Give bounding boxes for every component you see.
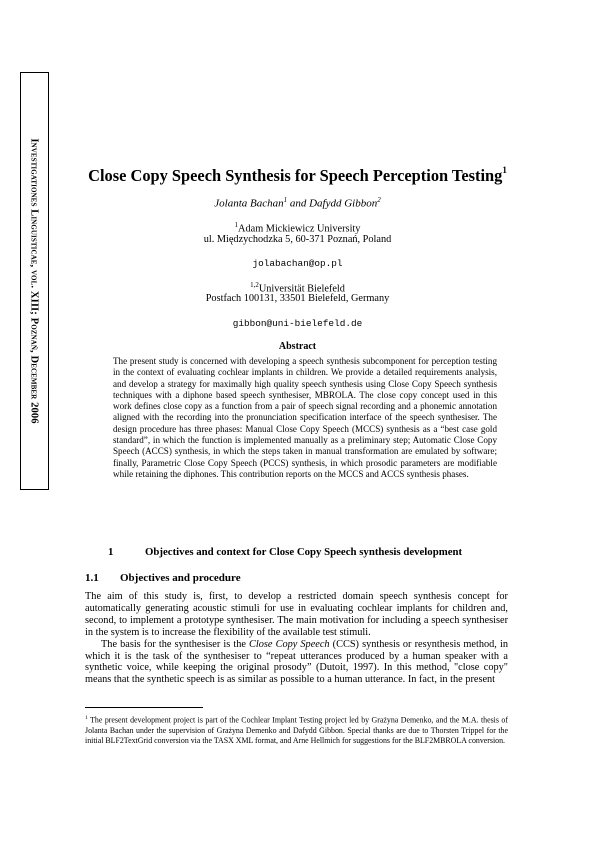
author-1: Jolanta Bachan (214, 197, 284, 210)
abstract-heading: Abstract (278, 341, 317, 352)
body-text (85, 591, 508, 686)
body-paragraph-2 (85, 639, 508, 687)
affiliation-1-name (0, 221, 595, 234)
journal-side-header: Investigationes Linguisticae, vol. XIII; Poznań, December 2006 (28, 138, 40, 424)
body-paragraph-2-part-b: (CCS) synthesis or resynthesis method, in which it is the task of the synthesiser to “repeat utterances produced by a human speaker with a synthetic voice, while keeping the original prosody” (Dutoit, 1997). In this method, "close copy" means that the synthetic speech is as similar as possible to a human utterance. In fact, in the present (85, 638, 508, 686)
body-paragraph-2-part-a: The basis for the synthesiser is the (101, 638, 250, 650)
paper-title (0, 166, 595, 186)
body-paragraph-2-emphasis: Close Copy Speech (249, 638, 330, 650)
author-2: Dafydd Gibbon (309, 197, 378, 210)
affiliation-2-address: Postfach 100131, 33501 Bielefeld, Germany (205, 293, 390, 304)
footnote-text: The present development project is part of the Cochlear Implant Testing project led by Grażyna Demenko, and the M.A. thesis of Jolanta Bachan under the supervision of Grażyna Demenko and Dafydd Gibbon. Special thanks are due to Thorsten Trippel for the initial BLF2TextGrid conversion via the TASX XML format, and Arne Hellmich for suggestions for the BLF2MBROLA conversion. (85, 715, 508, 745)
affiliation-1-address: ul. Międzychodzka 5, 60-371 Poznań, Poland (203, 234, 392, 245)
section-1-number: 1 (108, 546, 114, 558)
title-footnote-mark: 1 (502, 164, 507, 175)
authors-line (0, 196, 595, 210)
section-1-1-title: Objectives and procedure (120, 572, 241, 584)
section-1-1-heading (85, 572, 241, 584)
affiliation-1-name-text: Adam Mickiewicz University (238, 223, 361, 235)
footnote-rule (85, 707, 203, 708)
affiliation-2-mark: 1,2 (250, 281, 259, 289)
author-conjunction: and (287, 197, 310, 210)
section-1-heading (108, 546, 462, 558)
author-1-mark: 1 (283, 196, 288, 204)
footnote-mark: 1 (85, 715, 88, 721)
body-paragraph-1: The aim of this study is, first, to develop a restricted domain speech synthesis concept for automatically generating acoustic stimuli for use in evaluating cochlear implants for children and, second, to implement a prototype synthesiser. The main motivation for including a speech synthesiser in the system is to increase the flexibility of the available test stimuli. (85, 591, 508, 638)
email-1[interactable]: jolabachan@op.pl (252, 258, 343, 269)
section-1-title: Objectives and context for Close Copy Speech synthesis development (145, 546, 463, 558)
section-1-1-number: 1.1 (85, 572, 99, 584)
footnote (85, 713, 508, 746)
email-2[interactable]: gibbon@uni-bielefeld.de (232, 318, 363, 329)
abstract-text: The present study is concerned with developing a speech synthesis subcomponent for perception testing in the context of evaluating cochlear implants in children. We provide a detailed requirements analysis, and develop a strategy for maximally high quality speech synthesis using Close Copy Speech synthesis techniques with a diphone based speech synthesiser, MBROLA. The close copy concept used in this work defines close copy as a function from a pair of speech signal recording and a phonemic annotation aligned with the recording into the pronunciation specification interface of the speech synthesiser. The design procedure has three phases: Manual Close Copy Speech (MCCS) synthesis as a “best case gold standard”, in which the function is implemented manually as a preliminary step; Automatic Close Copy Speech (ACCS) synthesis, in which the steps taken in manual transformation are emulated by software; finally, Parametric Close Copy Speech (PCCS) synthesis, in which prosodic parameters are modifiable while retaining the diphones. This contribution reports on the MCCS and ACCS synthesis phases. (113, 356, 497, 479)
author-2-mark: 2 (377, 196, 381, 204)
affiliation-1-mark: 1 (234, 221, 239, 229)
title-text: Close Copy Speech Synthesis for Speech Perception Testing (88, 166, 503, 185)
affiliation-2-name-text: Universität Bielefeld (258, 283, 345, 295)
